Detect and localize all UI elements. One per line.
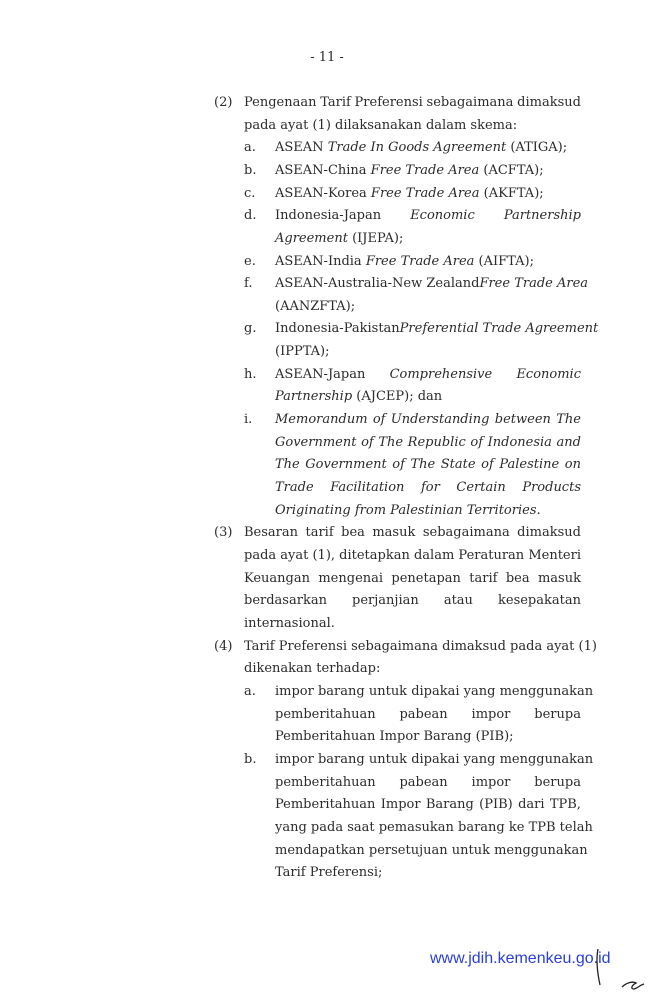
list-item: ASEAN Trade In Goods Agreement (ATIGA); (275, 140, 568, 155)
page-number: - 11 - (310, 50, 344, 65)
list-item: Indonesia-Japan Economic Partnership (275, 208, 581, 223)
list-item: ASEAN-Australia-New Zealand Free Trade Area (275, 276, 589, 291)
list-label: i. (244, 412, 253, 427)
paragraph-3-line-2: pada ayat (1), ditetapkan dalam Peraturan Menteri (244, 548, 581, 563)
list-item: ASEAN-India Free Trade Area (AIFTA); (275, 254, 534, 269)
list-label: d. (244, 208, 257, 223)
list-item: Memorandum of Understanding between The (275, 412, 581, 427)
paragraph-3-line-3: Keuangan mengenai penetapan tarif bea masuk (244, 571, 581, 586)
list-item-continuation: Tarif Preferensi; (275, 865, 383, 880)
list-item-continuation: Partnership (AJCEP); dan (275, 389, 443, 404)
list-item: Indonesia-Pakistan Preferential Trade Agreement (275, 321, 599, 336)
paragraph-3-line-1: Besaran tarif bea masuk sebagaimana dimaksud (244, 525, 581, 540)
list-item: impor barang untuk dipakai yang menggunakan (275, 752, 594, 767)
list-label: a. (244, 684, 256, 699)
paragraph-number: (4) (214, 639, 233, 654)
list-label: c. (244, 186, 256, 201)
list-item-continuation: Agreement (IJEPA); (275, 231, 404, 246)
watermark-link[interactable]: www.jdih.kemenkeu.go.id (430, 950, 611, 967)
list-label: h. (244, 367, 257, 382)
list-item: impor barang untuk dipakai yang menggunakan (275, 684, 594, 699)
list-item-continuation: mendapatkan persetujuan untuk menggunakan (275, 843, 588, 858)
list-label: e. (244, 254, 256, 269)
list-item-continuation: Pemberitahuan Impor Barang (PIB); (275, 729, 514, 744)
paragraph-3-line-4: berdasarkan perjanjian atau kesepakatan (244, 593, 581, 608)
list-item-continuation: pemberitahuan pabean impor berupa (275, 707, 581, 722)
list-item-continuation: Government of The Republic of Indonesia and (275, 435, 581, 450)
list-item-continuation: Trade Facilitation for Certain Products (275, 480, 581, 495)
paragraph-number: (3) (214, 525, 233, 540)
list-item-continuation: pemberitahuan pabean impor berupa (275, 775, 581, 790)
list-item-continuation: (AANZFTA); (275, 299, 356, 314)
paragraph-number: (2) (214, 95, 233, 110)
paragraph-3-line-5: internasional. (244, 616, 335, 631)
list-item-continuation: The Government of The State of Palestine on (275, 457, 581, 472)
paragraph-2-line-1: Pengenaan Tarif Preferensi sebagaimana dimaksud (244, 95, 581, 110)
signature-icon (590, 945, 650, 995)
list-item-continuation: (IPPTA); (275, 344, 330, 359)
list-item-continuation: Pemberitahuan Impor Barang (PIB) dari TPB, (275, 797, 581, 812)
paragraph-4-line-1: Tarif Preferensi sebagaimana dimaksud pada ayat (1) (244, 639, 597, 654)
list-label: g. (244, 321, 257, 336)
list-label: f. (244, 276, 253, 291)
paragraph-4-line-2: dikenakan terhadap: (244, 661, 381, 676)
list-item: ASEAN-Japan Comprehensive Economic (275, 367, 581, 382)
paragraph-2-line-2: pada ayat (1) dilaksanakan dalam skema: (244, 118, 518, 133)
list-label: b. (244, 163, 257, 178)
list-item-continuation: yang pada saat pemasukan barang ke TPB telah (275, 820, 593, 835)
list-item: ASEAN-China Free Trade Area (ACFTA); (275, 163, 544, 178)
list-label: b. (244, 752, 257, 767)
list-label: a. (244, 140, 256, 155)
list-item-continuation: Originating from Palestinian Territories. (275, 503, 541, 518)
list-item: ASEAN-Korea Free Trade Area (AKFTA); (275, 186, 544, 201)
